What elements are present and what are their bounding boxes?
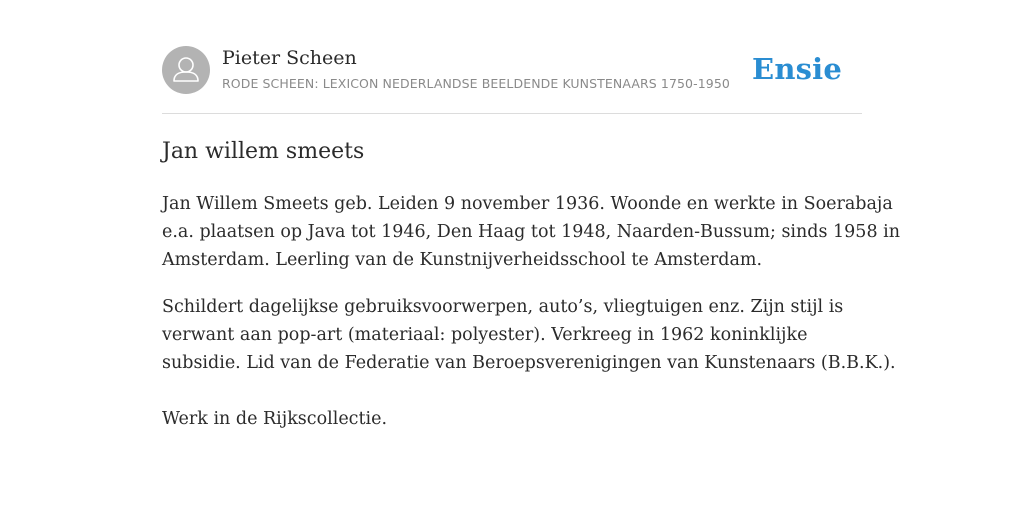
paragraph (162, 405, 862, 433)
paragraph (162, 293, 896, 377)
text-line: Jan Willem Smeets geb. Leiden 9 november 1936. Woonde en werkte in Soerabaja (162, 194, 893, 214)
author-name[interactable]: Pieter Scheen (222, 47, 357, 69)
article-card (162, 46, 901, 429)
source-label[interactable]: RODE SCHEEN: LEXICON NEDERLANDSE BEELDENDE KUNSTENAARS 1750-1950 (222, 76, 730, 91)
text-line: e.a. plaatsen op Java tot 1946, Den Haag tot 1948, Naarden-Bussum; sinds 1958 in (162, 222, 901, 242)
text-line: verwant aan pop-art (materiaal: polyester). Verkreeg in 1962 koninklijke (162, 325, 808, 345)
text-line: subsidie. Lid van de Federatie van Beroepsverenigingen van Kunstenaars (B.B.K.). (162, 353, 896, 373)
text-line: Werk in de Rijkscollectie. (162, 409, 388, 429)
article-header (162, 46, 862, 114)
user-silhouette-icon[interactable] (162, 46, 210, 94)
article-title: Jan willem smeets (162, 139, 365, 164)
brand-logo[interactable]: Ensie (752, 52, 842, 86)
paragraph (162, 190, 901, 274)
text-line: Schildert dagelijkse gebruiksvoorwerpen, auto’s, vliegtuigen enz. Zijn stijl is (162, 297, 844, 317)
text-line: Amsterdam. Leerling van de Kunstnijverheidsschool te Amsterdam. (162, 250, 763, 270)
